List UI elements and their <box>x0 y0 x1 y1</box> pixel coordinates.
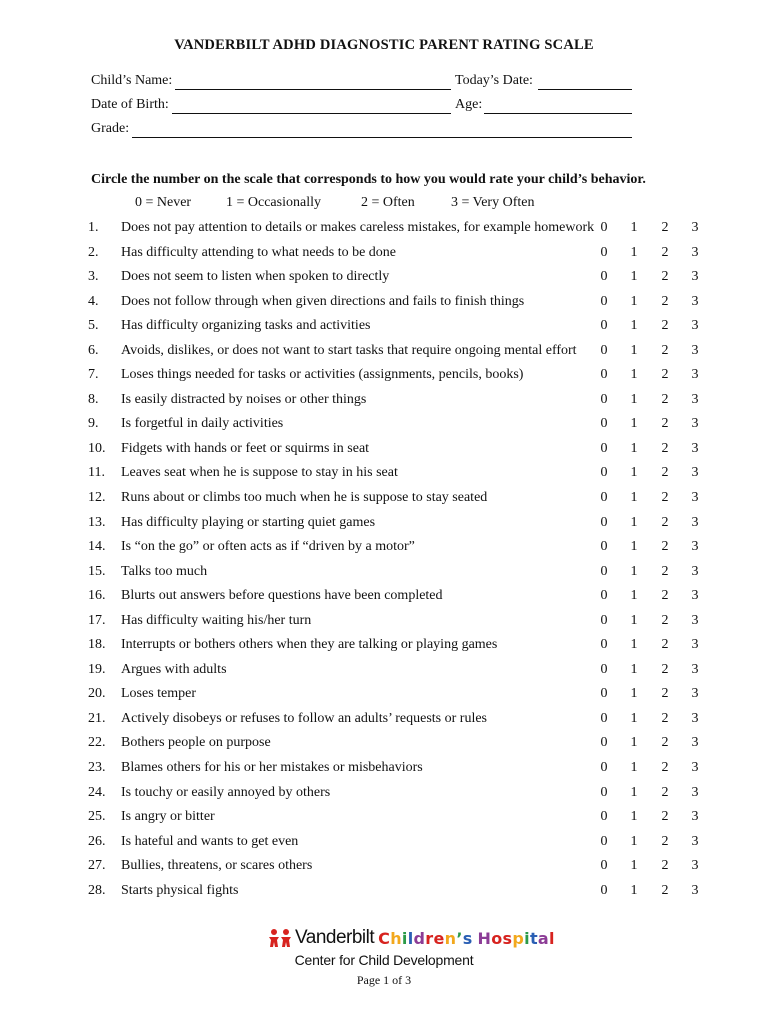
rating-option-3[interactable]: 3 <box>691 858 699 874</box>
scale-key-never: 0 = Never <box>135 195 192 210</box>
age-label: Age: <box>455 97 483 112</box>
rating-option-1[interactable]: 1 <box>630 244 638 260</box>
rating-option-1[interactable]: 1 <box>630 416 638 432</box>
rating-option-2[interactable]: 2 <box>661 440 669 456</box>
rating-option-2[interactable]: 2 <box>661 735 669 751</box>
rating-option-2[interactable]: 2 <box>661 539 669 555</box>
item-text: Runs about or climbs too much when he is suppose to stay seated <box>121 490 488 506</box>
childs-name-field[interactable] <box>175 89 451 90</box>
rating-option-0[interactable]: 0 <box>600 269 608 285</box>
rating-option-3[interactable]: 3 <box>691 440 699 456</box>
rating-option-0[interactable]: 0 <box>600 686 608 702</box>
rating-option-1[interactable]: 1 <box>630 563 638 579</box>
rating-option-3[interactable]: 3 <box>691 809 699 825</box>
rating-option-1[interactable]: 1 <box>630 637 638 653</box>
rating-option-1[interactable]: 1 <box>630 784 638 800</box>
rating-option-1[interactable]: 1 <box>630 735 638 751</box>
item-number: 19. <box>88 661 106 677</box>
rating-option-1[interactable]: 1 <box>630 588 638 604</box>
item-number: 10. <box>88 440 106 456</box>
item-text: Is “on the go” or often acts as if “driven by a motor” <box>121 539 415 555</box>
item-text: Has difficulty attending to what needs to be done <box>121 244 397 260</box>
item-number: 23. <box>88 760 106 776</box>
rating-option-1[interactable]: 1 <box>630 612 638 628</box>
rating-item-row <box>0 390 768 415</box>
rating-item-row <box>0 586 768 611</box>
item-number: 15. <box>88 563 106 579</box>
rating-option-2[interactable]: 2 <box>661 220 669 235</box>
scale-key-occasionally: 1 = Occasionally <box>226 195 321 210</box>
rating-option-3[interactable]: 3 <box>691 563 699 579</box>
rating-item-row <box>0 856 768 881</box>
item-number: 27. <box>88 858 106 874</box>
rating-option-3[interactable]: 3 <box>691 661 699 677</box>
rating-item-row <box>0 881 768 906</box>
rating-option-3[interactable]: 3 <box>691 318 699 334</box>
grade-label: Grade: <box>91 121 130 136</box>
rating-option-0[interactable]: 0 <box>600 710 608 726</box>
item-text: Is hateful and wants to get even <box>121 833 299 849</box>
rating-option-2[interactable]: 2 <box>661 367 669 383</box>
age-field[interactable] <box>484 113 632 114</box>
page-number: Page 1 of 3 <box>356 973 412 987</box>
rating-option-0[interactable]: 0 <box>600 833 608 849</box>
rating-option-0[interactable]: 0 <box>600 784 608 800</box>
todays-date-label: Today’s Date: <box>455 73 533 88</box>
rating-option-1[interactable]: 1 <box>630 514 638 530</box>
item-text: Has difficulty waiting his/her turn <box>121 612 312 628</box>
rating-item-row <box>0 660 768 685</box>
rating-option-3[interactable]: 3 <box>691 244 699 260</box>
rating-option-1[interactable]: 1 <box>630 293 638 309</box>
rating-item-row <box>0 611 768 636</box>
rating-option-1[interactable]: 1 <box>630 465 638 481</box>
rating-item-row <box>0 267 768 292</box>
rating-option-0[interactable]: 0 <box>600 588 608 604</box>
rating-option-3[interactable]: 3 <box>691 514 699 530</box>
item-number: 9. <box>88 416 99 432</box>
rating-option-3[interactable]: 3 <box>691 416 699 432</box>
rating-option-1[interactable]: 1 <box>630 833 638 849</box>
rating-option-1[interactable]: 1 <box>630 391 638 407</box>
rating-option-2[interactable]: 2 <box>661 342 669 358</box>
rating-option-2[interactable]: 2 <box>661 244 669 260</box>
rating-option-2[interactable]: 2 <box>661 465 669 481</box>
rating-option-2[interactable]: 2 <box>661 588 669 604</box>
item-text: Actively disobeys or refuses to follow an adults’ requests or rules <box>121 710 487 726</box>
item-text: Is angry or bitter <box>121 809 215 825</box>
item-number: 4. <box>88 293 99 309</box>
rating-option-3[interactable]: 3 <box>691 710 699 726</box>
rating-option-0[interactable]: 0 <box>600 809 608 825</box>
rating-item-row <box>0 316 768 341</box>
vanderbilt-logo <box>268 927 555 949</box>
item-text: Does not pay attention to details or makes careless mistakes, for example homework <box>121 220 595 235</box>
rating-option-3[interactable]: 3 <box>691 882 699 898</box>
rating-option-3[interactable]: 3 <box>691 293 699 309</box>
item-number: 13. <box>88 514 106 530</box>
rating-item-row <box>0 414 768 439</box>
rating-item-row <box>0 439 768 464</box>
rating-option-3[interactable]: 3 <box>691 612 699 628</box>
rating-item-row <box>0 562 768 587</box>
item-text: Interrupts or bothers others when they are talking or playing games <box>121 637 498 653</box>
rating-option-0[interactable]: 0 <box>600 661 608 677</box>
rating-option-0[interactable]: 0 <box>600 490 608 506</box>
rating-option-3[interactable]: 3 <box>691 490 699 506</box>
logo-vanderbilt-text: Vanderbilt <box>295 927 375 948</box>
rating-option-2[interactable]: 2 <box>661 637 669 653</box>
rating-option-3[interactable]: 3 <box>691 342 699 358</box>
rating-item-row <box>0 365 768 390</box>
rating-option-2[interactable]: 2 <box>661 269 669 285</box>
rating-option-0[interactable]: 0 <box>600 293 608 309</box>
rating-option-1[interactable]: 1 <box>630 539 638 555</box>
item-number: 8. <box>88 391 99 407</box>
rating-item-row <box>0 733 768 758</box>
rating-option-3[interactable]: 3 <box>691 539 699 555</box>
rating-option-0[interactable]: 0 <box>600 882 608 898</box>
rating-option-2[interactable]: 2 <box>661 661 669 677</box>
rating-option-3[interactable]: 3 <box>691 465 699 481</box>
rating-option-1[interactable]: 1 <box>630 367 638 383</box>
item-number: 25. <box>88 809 106 825</box>
rating-option-2[interactable]: 2 <box>661 710 669 726</box>
rating-option-2[interactable]: 2 <box>661 490 669 506</box>
item-number: 3. <box>88 269 99 285</box>
rating-option-3[interactable]: 3 <box>691 269 699 285</box>
rating-option-2[interactable]: 2 <box>661 318 669 334</box>
scale-key-very-often: 3 = Very Often <box>451 195 535 210</box>
rating-option-1[interactable]: 1 <box>630 760 638 776</box>
rating-item-row <box>0 488 768 513</box>
item-text: Has difficulty organizing tasks and activities <box>121 318 371 334</box>
children-figures-icon <box>268 928 293 948</box>
rating-item-row <box>0 218 768 243</box>
rating-item-row <box>0 832 768 857</box>
item-text: Is forgetful in daily activities <box>121 416 284 432</box>
rating-option-0[interactable]: 0 <box>600 735 608 751</box>
item-number: 5. <box>88 318 99 334</box>
rating-option-2[interactable]: 2 <box>661 391 669 407</box>
rating-option-1[interactable]: 1 <box>630 858 638 874</box>
rating-option-2[interactable]: 2 <box>661 809 669 825</box>
rating-option-2[interactable]: 2 <box>661 563 669 579</box>
rating-option-3[interactable]: 3 <box>691 588 699 604</box>
rating-option-0[interactable]: 0 <box>600 244 608 260</box>
item-text: Blurts out answers before questions have been completed <box>121 588 443 604</box>
rating-option-1[interactable]: 1 <box>630 809 638 825</box>
rating-items-list <box>0 218 768 905</box>
rating-option-0[interactable]: 0 <box>600 318 608 334</box>
rating-option-1[interactable]: 1 <box>630 318 638 334</box>
item-number: 20. <box>88 686 106 702</box>
rating-option-0[interactable]: 0 <box>600 416 608 432</box>
todays-date-field[interactable] <box>538 89 632 90</box>
rating-option-3[interactable]: 3 <box>691 833 699 849</box>
rating-option-2[interactable]: 2 <box>661 882 669 898</box>
rating-option-3[interactable]: 3 <box>691 686 699 702</box>
item-text: Is easily distracted by noises or other things <box>121 391 367 407</box>
item-number: 12. <box>88 490 106 506</box>
rating-option-3[interactable]: 3 <box>691 760 699 776</box>
item-text: Leaves seat when he is suppose to stay in his seat <box>121 465 398 481</box>
rating-option-0[interactable]: 0 <box>600 760 608 776</box>
rating-option-1[interactable]: 1 <box>630 882 638 898</box>
date-of-birth-field[interactable] <box>172 113 451 114</box>
rating-option-3[interactable]: 3 <box>691 220 699 235</box>
rating-option-0[interactable]: 0 <box>600 465 608 481</box>
rating-item-row <box>0 635 768 660</box>
rating-option-0[interactable]: 0 <box>600 637 608 653</box>
rating-option-1[interactable]: 1 <box>630 440 638 456</box>
item-number: 21. <box>88 710 106 726</box>
rating-option-0[interactable]: 0 <box>600 220 608 235</box>
item-text: Loses temper <box>121 686 197 702</box>
rating-option-2[interactable]: 2 <box>661 833 669 849</box>
rating-option-2[interactable]: 2 <box>661 760 669 776</box>
item-text: Loses things needed for tasks or activities (assignments, pencils, books) <box>121 367 524 383</box>
rating-option-1[interactable]: 1 <box>630 686 638 702</box>
item-text: Bothers people on purpose <box>121 735 271 751</box>
item-text: Fidgets with hands or feet or squirms in seat <box>121 440 370 456</box>
item-number: 28. <box>88 882 106 898</box>
item-number: 1. <box>88 220 99 235</box>
item-text: Argues with adults <box>121 661 227 677</box>
rating-item-row <box>0 783 768 808</box>
item-text: Has difficulty playing or starting quiet games <box>121 514 376 530</box>
rating-option-1[interactable]: 1 <box>630 220 638 235</box>
form-title: VANDERBILT ADHD DIAGNOSTIC PARENT RATING SCALE <box>174 37 594 53</box>
rating-option-3[interactable]: 3 <box>691 391 699 407</box>
rating-option-0[interactable]: 0 <box>600 563 608 579</box>
rating-option-0[interactable]: 0 <box>600 440 608 456</box>
rating-option-1[interactable]: 1 <box>630 710 638 726</box>
childs-name-label: Child’s Name: <box>91 73 173 88</box>
rating-option-2[interactable]: 2 <box>661 514 669 530</box>
item-text: Bullies, threatens, or scares others <box>121 858 313 874</box>
item-number: 2. <box>88 244 99 260</box>
rating-option-3[interactable]: 3 <box>691 637 699 653</box>
rating-item-row <box>0 463 768 488</box>
item-number: 18. <box>88 637 106 653</box>
item-text: Does not follow through when given directions and fails to finish things <box>121 293 525 309</box>
rating-option-2[interactable]: 2 <box>661 784 669 800</box>
item-number: 24. <box>88 784 106 800</box>
date-of-birth-label: Date of Birth: <box>91 97 169 112</box>
item-text: Avoids, dislikes, or does not want to start tasks that require ongoing mental effort <box>121 342 577 358</box>
rating-item-row <box>0 513 768 538</box>
item-text: Blames others for his or her mistakes or misbehaviors <box>121 760 423 776</box>
rating-option-0[interactable]: 0 <box>600 858 608 874</box>
rating-option-3[interactable]: 3 <box>691 367 699 383</box>
item-number: 16. <box>88 588 106 604</box>
rating-option-2[interactable]: 2 <box>661 416 669 432</box>
rating-option-2[interactable]: 2 <box>661 612 669 628</box>
item-number: 11. <box>88 465 105 481</box>
rating-option-3[interactable]: 3 <box>691 784 699 800</box>
rating-option-0[interactable]: 0 <box>600 539 608 555</box>
grade-field[interactable] <box>132 137 632 138</box>
item-text: Is touchy or easily annoyed by others <box>121 784 331 800</box>
rating-option-2[interactable]: 2 <box>661 858 669 874</box>
rating-option-1[interactable]: 1 <box>630 661 638 677</box>
rating-item-row <box>0 709 768 734</box>
rating-item-row <box>0 537 768 562</box>
scale-key-often: 2 = Often <box>361 195 415 210</box>
rating-item-row <box>0 341 768 366</box>
rating-option-2[interactable]: 2 <box>661 293 669 309</box>
rating-item-row <box>0 758 768 783</box>
rating-option-0[interactable]: 0 <box>600 342 608 358</box>
center-subtitle: Center for Child Development <box>294 952 474 968</box>
item-text: Talks too much <box>121 563 208 579</box>
rating-option-1[interactable]: 1 <box>630 269 638 285</box>
item-text: Does not seem to listen when spoken to directly <box>121 269 390 285</box>
item-number: 6. <box>88 342 99 358</box>
rating-option-0[interactable]: 0 <box>600 367 608 383</box>
rating-option-1[interactable]: 1 <box>630 342 638 358</box>
rating-option-0[interactable]: 0 <box>600 612 608 628</box>
rating-item-row <box>0 807 768 832</box>
item-number: 17. <box>88 612 106 628</box>
rating-option-2[interactable]: 2 <box>661 686 669 702</box>
rating-item-row <box>0 243 768 268</box>
rating-option-0[interactable]: 0 <box>600 514 608 530</box>
rating-option-0[interactable]: 0 <box>600 391 608 407</box>
item-number: 26. <box>88 833 106 849</box>
instructions: Circle the number on the scale that corresponds to how you would rate your child’s behavior. <box>91 172 646 187</box>
logo-childrens-hospital-text: Children’s Hospital <box>378 928 555 948</box>
item-text: Starts physical fights <box>121 882 239 898</box>
rating-item-row <box>0 684 768 709</box>
rating-option-1[interactable]: 1 <box>630 490 638 506</box>
item-number: 22. <box>88 735 106 751</box>
rating-item-row <box>0 292 768 317</box>
item-number: 7. <box>88 367 99 383</box>
item-number: 14. <box>88 539 106 555</box>
rating-option-3[interactable]: 3 <box>691 735 699 751</box>
